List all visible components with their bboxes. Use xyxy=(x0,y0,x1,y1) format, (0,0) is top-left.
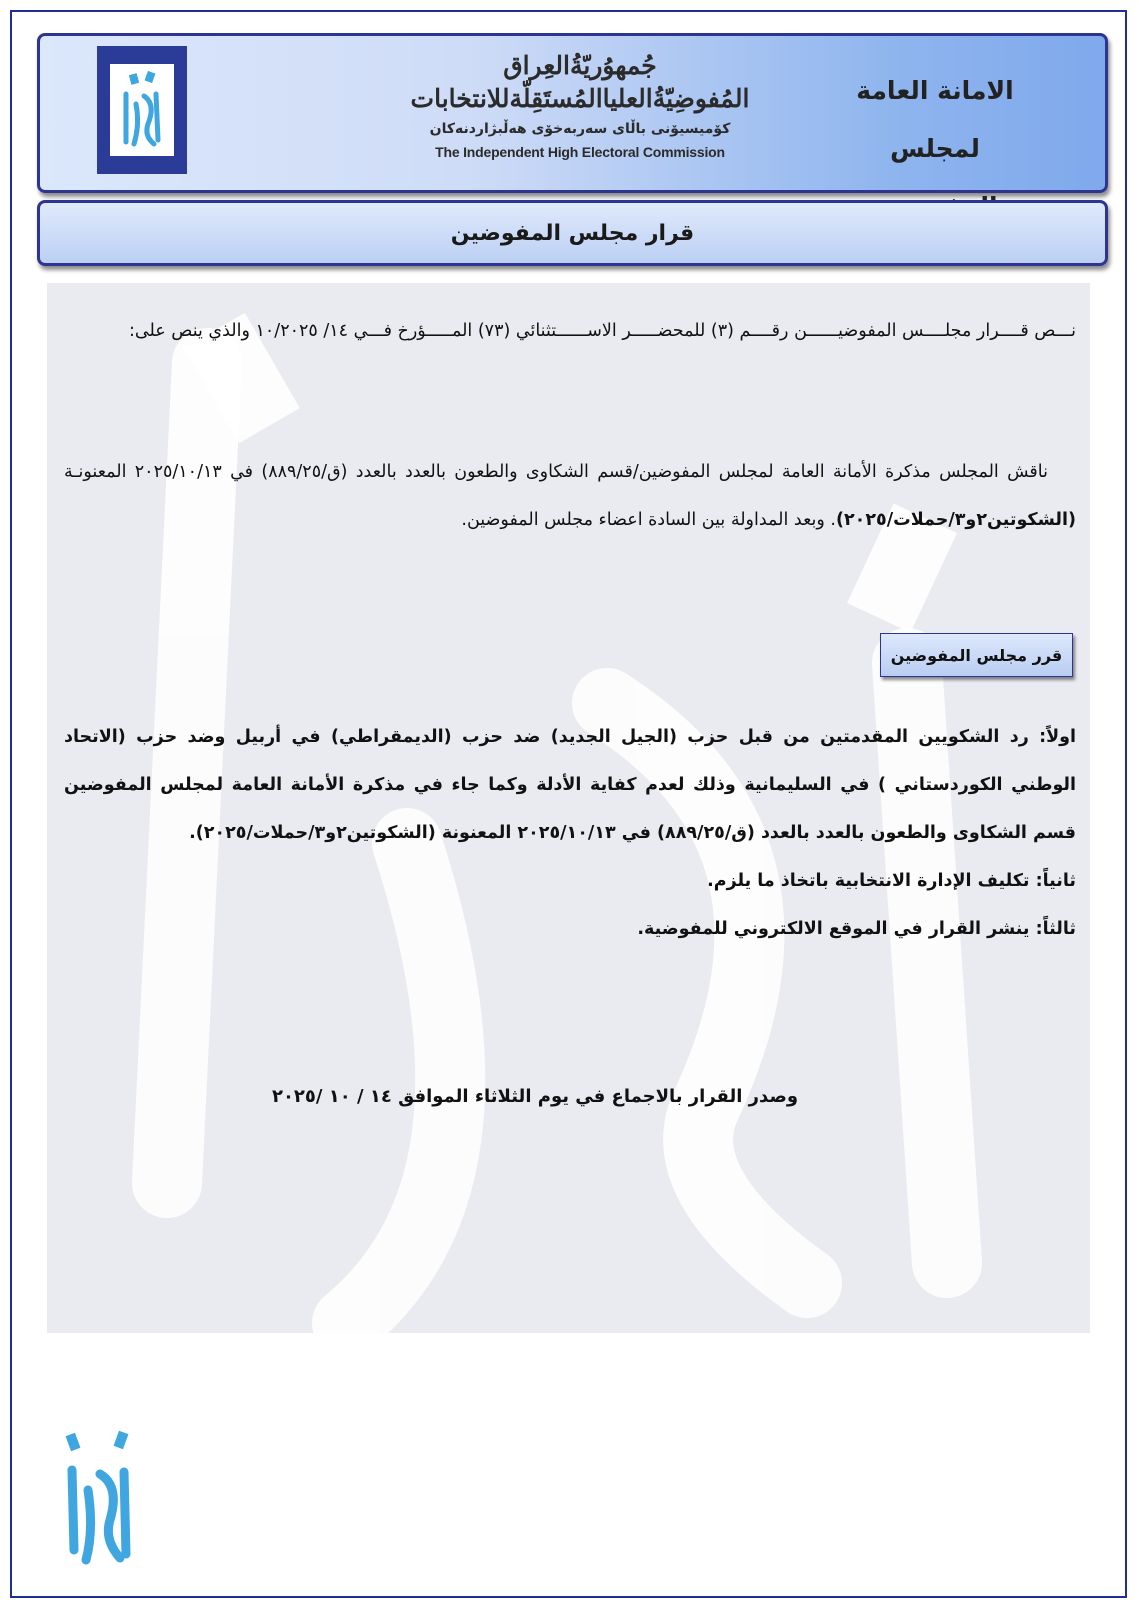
discussion-reference: (الشكوتين٢و٣/حملات/٢٠٢٥) xyxy=(835,510,1076,530)
letterhead xyxy=(37,33,1108,193)
decision-label: قرر مجلس المفوضين xyxy=(880,633,1073,677)
discussion-text-a: ناقش المجلس مذكرة الأمانة العامة لمجلس المفوضين/قسم الشكاوى والطعون بالعدد بالعدد (ق/٨٨٩/٢٥) في ٢٠٢٥/١٠/١٣ المعنونـة xyxy=(64,462,1048,482)
document-title: قرار مجلس المفوضين xyxy=(450,220,695,246)
decision-item-1: اولاً: رد الشكويين المقدمتين من قبل حزب (الجيل الجديد) ضد حزب (الديمقراطي) في أربيل وضد حزب (الاتحاد الوطني الكوردستاني ) في السليمانية وذلك لعدم كفاية الأدلة وكما جاء في مذكرة الأمانة العامة لمجلس المفوضين قسم الشكاوى والطعون بالعدد بالعدد (ق/٨٨٩/٢٥) في ٢٠٢٥/١٠/١٣ المعنونة (الشكوتين٢و٣/حملات/٢٠٢٥). xyxy=(64,727,1076,843)
republic-name: جُمهوُريّةُالعِراق xyxy=(503,51,657,80)
decision-items xyxy=(64,713,1076,953)
commission-name-en: The Independent High Electoral Commission xyxy=(435,144,725,160)
ihec-logo-icon xyxy=(110,64,174,156)
discussion-paragraph xyxy=(64,448,1076,544)
ihec-logo xyxy=(97,46,187,174)
title-bar xyxy=(37,200,1108,266)
closing-statement: وصدر القرار بالاجماع في يوم الثلاثاء الموافق ١٤ / ١٠ /٢٠٢٥ xyxy=(271,1086,799,1107)
commission-name-ku: کۆمیسیۆنی باڵای سەربەخۆی هەڵبژاردنەکان xyxy=(429,121,731,137)
department-line-1: الامانة العامة xyxy=(856,76,1014,105)
commission-name xyxy=(400,46,760,186)
department-line-2: لمجلس xyxy=(890,134,980,163)
decision-item-3: ثالثاً: ينشر القرار في الموقع الالكتروني للمفوضية. xyxy=(637,919,1076,939)
intro-paragraph: نـــص قــــرار مجلــــس المفوضيــــــن رقــــم (٣) للمحضـــــر الاســــــتثنائي (٧٣) المـــــؤرخ فـــي ١٤/ ١٠/٢٠٢٥ والذي ينص على: xyxy=(128,321,1076,341)
bottom-logo-icon xyxy=(60,1430,140,1580)
decision-item-2: ثانياً: تكليف الإدارة الانتخابية باتخاذ ما يلزم. xyxy=(707,871,1076,891)
discussion-text-b: . وبعد المداولة بين السادة اعضاء مجلس المفوضين. xyxy=(461,510,836,530)
commission-name-ar: المُفوضِيّةُالعلیاالمُستَقِلّةللانتخابات xyxy=(410,84,750,113)
